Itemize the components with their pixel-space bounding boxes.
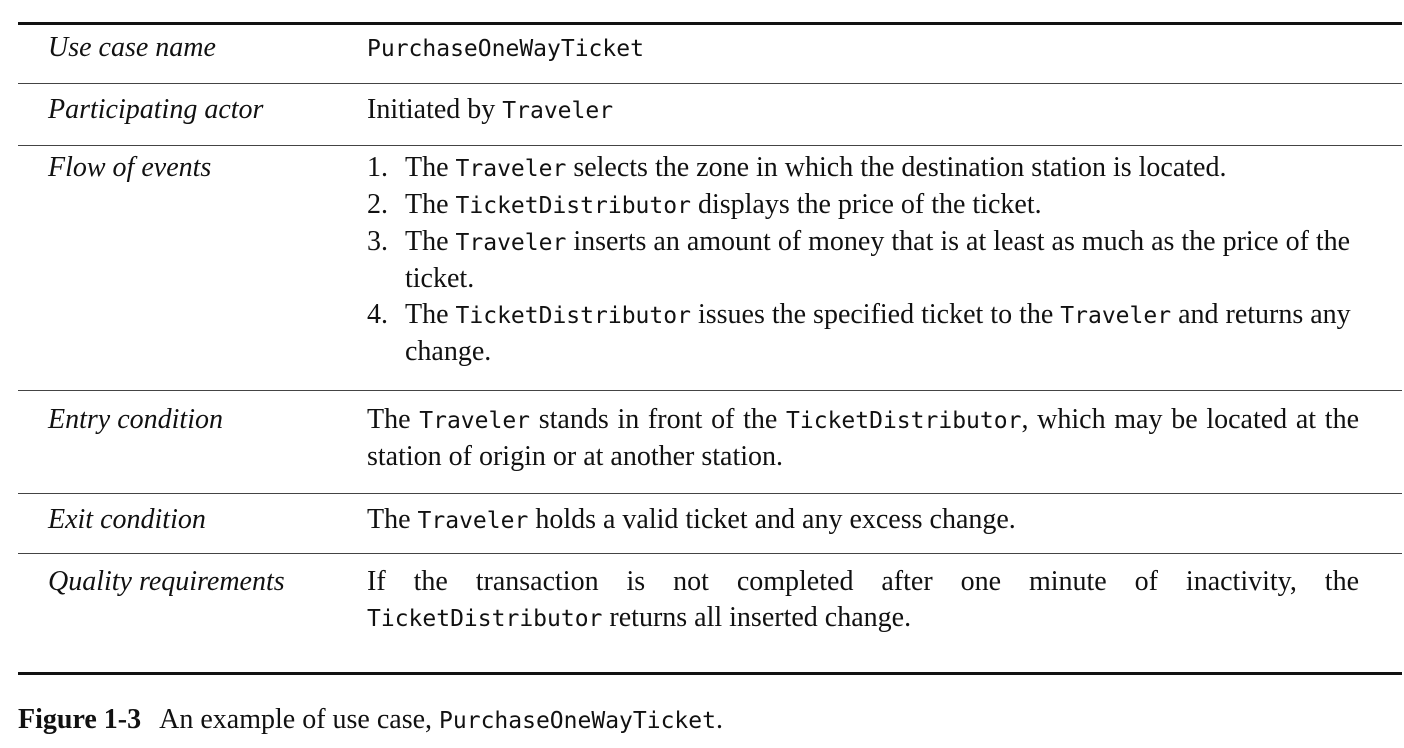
step-text: selects the zone in which the destination station is located. (566, 152, 1227, 183)
row-label: Exit condition (48, 504, 206, 535)
condition-text: , which may be located at the station of origin or at another station. (367, 404, 1360, 472)
condition-text: The (367, 404, 420, 435)
step-code: Traveler (1060, 303, 1172, 329)
step-code: TicketDistributor (455, 193, 691, 219)
step-text: The (405, 189, 456, 220)
row-label: Use case name (48, 32, 216, 63)
step-text: displays the price of the ticket. (690, 189, 1042, 220)
condition-text: holds a valid ticket and any excess change. (528, 504, 1016, 535)
step-number: 4. (367, 299, 388, 330)
use-case-name-value: PurchaseOneWayTicket (367, 36, 644, 62)
step-text: issues the specified ticket to the (690, 299, 1061, 330)
flow-step (367, 224, 1359, 297)
step-number: 3. (367, 226, 388, 257)
condition-code: Traveler (417, 508, 529, 534)
actor-name: Traveler (502, 98, 614, 124)
row-divider (18, 493, 1402, 494)
row-divider (18, 390, 1402, 391)
step-text: The (405, 152, 456, 183)
flow-steps (367, 150, 1359, 370)
table-bottom-rule (18, 672, 1402, 675)
actor-text: Initiated by (367, 94, 503, 125)
row-divider (18, 83, 1402, 84)
row-value (367, 564, 1359, 637)
row-label: Entry condition (48, 404, 223, 435)
row-label: Flow of events (48, 152, 212, 183)
row-divider (18, 145, 1402, 146)
caption-end: . (715, 704, 723, 735)
flow-step (367, 297, 1359, 370)
step-text: The (405, 226, 456, 257)
row-value (367, 92, 1359, 129)
figure-number: Figure 1-3 (18, 704, 142, 735)
step-code: Traveler (455, 156, 567, 182)
condition-code: TicketDistributor (786, 408, 1022, 434)
figure-caption (18, 702, 723, 739)
step-text: and returns any change. (405, 299, 1351, 367)
row-value (367, 402, 1359, 475)
condition-text: The (367, 504, 418, 535)
caption-code: PurchaseOneWayTicket (439, 708, 716, 734)
row-value (367, 502, 1359, 539)
step-number: 2. (367, 189, 388, 220)
row-value (367, 30, 1359, 67)
flow-step (367, 150, 1359, 187)
step-number: 1. (367, 152, 388, 183)
step-code: Traveler (455, 230, 567, 256)
caption-text: An example of use case, (159, 704, 440, 735)
row-label: Quality requirements (48, 566, 285, 597)
condition-code: Traveler (419, 408, 531, 434)
row-label: Participating actor (48, 94, 264, 125)
flow-step (367, 187, 1359, 224)
table-top-rule (18, 22, 1402, 25)
requirement-text: If the transaction is not completed after one minute of inactivity, the (367, 566, 1359, 597)
requirement-code: TicketDistributor (367, 606, 603, 632)
step-text: inserts an amount of money that is at least as much as the price of the ticket. (405, 226, 1351, 294)
requirement-text: returns all inserted change. (602, 602, 912, 633)
step-text: The (405, 299, 456, 330)
condition-text: stands in front of the (530, 404, 787, 435)
row-divider (18, 553, 1402, 554)
step-code: TicketDistributor (455, 303, 691, 329)
